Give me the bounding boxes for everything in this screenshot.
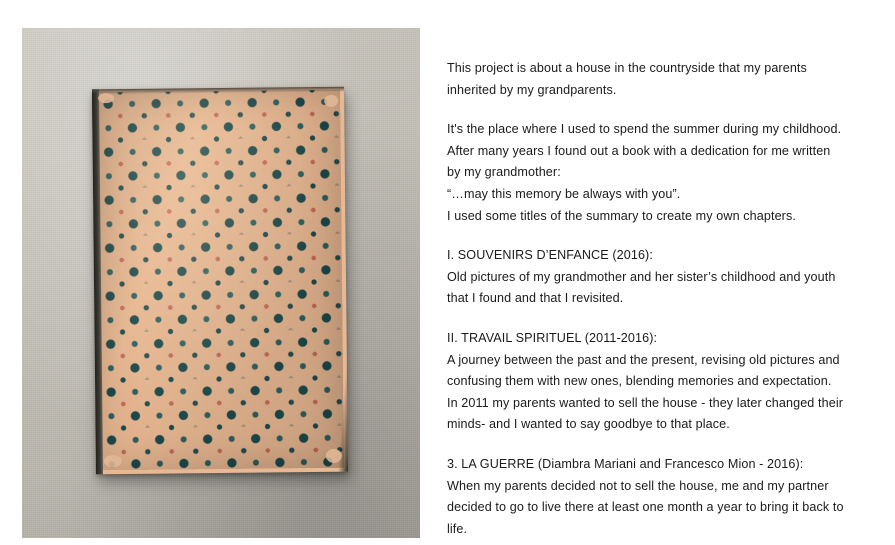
paragraph-intro (447, 58, 845, 101)
cover-wear-mark (324, 95, 338, 107)
text-line: life. (447, 521, 468, 536)
text-line: When my parents decided not to sell the house, me and my partner (447, 478, 829, 493)
text-line: confusing them with new ones, blending memories and expectation. (447, 374, 832, 389)
project-statement (447, 58, 845, 540)
text-line: minds- and I wanted to say goodbye to that place. (447, 417, 730, 432)
paragraph-chapter-2 (447, 328, 845, 436)
photo-background (22, 28, 420, 538)
book-object (92, 87, 348, 475)
text-line: I used some titles of the summary to create my own chapters. (447, 208, 796, 223)
text-line: “…may this memory be always with you”. (447, 186, 681, 201)
chapter-heading: I. SOUVENIRS D’ENFANCE (2016): (447, 248, 653, 263)
text-line: inherited by my grandparents. (447, 82, 617, 97)
book-cover-pattern (96, 90, 344, 471)
text-line: Old pictures of my grandmother and her sister’s childhood and youth (447, 269, 836, 284)
text-line: It's the place where I used to spend the summer during my childhood. (447, 122, 842, 137)
text-line: A journey between the past and the present, revising old pictures and (447, 352, 840, 367)
text-line: This project is about a house in the countryside that my parents (447, 61, 807, 75)
cover-wear-mark (326, 449, 342, 463)
text-line: that I found and that I revisited. (447, 291, 624, 306)
text-line: by my grandmother: (447, 165, 561, 180)
text-line: decided to go to live there at least one month a year to bring it back to (447, 500, 844, 515)
paragraph-chapter-3 (447, 454, 845, 540)
chapter-heading: II. TRAVAIL SPIRITUEL (2011-2016): (447, 330, 658, 345)
chapter-heading: 3. LA GUERRE (Diambra Mariani and Francesco Mion - 2016): (447, 456, 804, 471)
project-photo (22, 28, 420, 538)
paragraph-memory (447, 119, 845, 227)
paragraph-chapter-1 (447, 245, 845, 310)
text-line: In 2011 my parents wanted to sell the house - they later changed their (447, 395, 844, 410)
text-line: After many years I found out a book with a dedication for me written (447, 143, 831, 158)
